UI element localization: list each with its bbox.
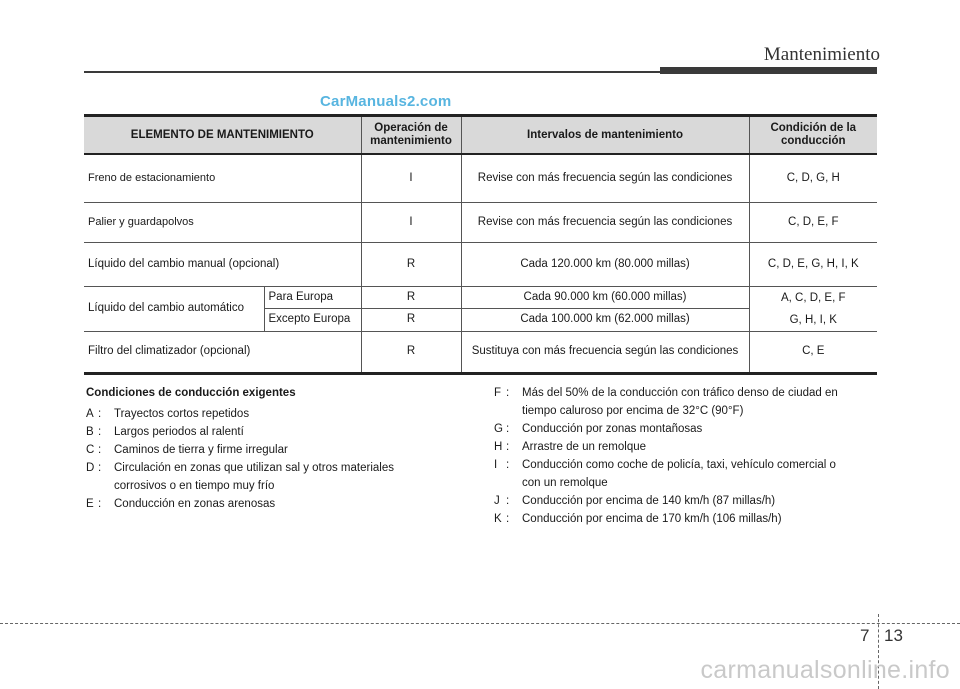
row-operation: R [361, 331, 461, 373]
row-operation: R [361, 286, 461, 309]
header-item: ELEMENTO DE MANTENIMIENTO [84, 116, 361, 155]
condition-text: Conducción en zonas arenosas [114, 498, 276, 510]
row-item: Líquido del cambio automático [84, 286, 264, 331]
conditions-right [494, 384, 874, 528]
condition-letter: E [86, 498, 94, 510]
condition-letter: I [494, 459, 498, 471]
condition-letter: B [86, 426, 94, 438]
table-row [84, 331, 877, 373]
condition-item: A : Trayectos cortos repetidos [86, 405, 466, 423]
row-interval: Cada 90.000 km (60.000 millas) [461, 286, 749, 309]
row-operation: R [361, 242, 461, 286]
row-item: Palier y guardapolvos [84, 202, 361, 242]
table-row [84, 154, 877, 202]
table-row [84, 242, 877, 286]
condition-text: Circulación en zonas que utilizan sal y otros materiales corrosivos o en tiempo muy frío [114, 462, 394, 492]
condition-item: F : Más del 50% de la conducción con tráfico denso de ciudad en tiempo caluroso por encima de 32°C (90°F) [494, 384, 874, 420]
condition-item: J : Conducción por encima de 140 km/h (87 millas/h) [494, 492, 874, 510]
condition-letter: D [86, 462, 95, 474]
condition-letter: F [494, 387, 502, 399]
maintenance-table [84, 114, 877, 375]
condition-text: Conducción por encima de 140 km/h (87 millas/h) [522, 495, 776, 507]
condition-item: K : Conducción por encima de 170 km/h (106 millas/h) [494, 510, 874, 528]
row-interval: Revise con más frecuencia según las condiciones [461, 202, 749, 242]
section-title: Mantenimiento [763, 44, 880, 65]
row-operation: I [361, 154, 461, 202]
row-item: Filtro del climatizador (opcional) [84, 331, 361, 373]
conditions-left [86, 384, 466, 513]
condition-item: D : Circulación en zonas que utilizan sal y otros materiales corrosivos o en tiempo muy frío [86, 459, 466, 495]
header-condition: Condición de la conducción [749, 116, 877, 155]
chapter-number: 7 [860, 626, 870, 645]
row-condition: C, D, G, H [749, 154, 877, 202]
condition-text: Conducción como coche de policía, taxi, vehículo comercial o con un remolque [522, 459, 836, 489]
condition-item: I : Conducción como coche de policía, taxi, vehículo comercial o con un remolque [494, 456, 874, 492]
row-operation: I [361, 202, 461, 242]
top-watermark: CarManuals2.com [320, 93, 452, 110]
table-header-row [84, 116, 877, 155]
row-item: Freno de estacionamiento [84, 154, 361, 202]
condition-item: C : Caminos de tierra y firme irregular [86, 441, 466, 459]
header-operation: Operación de mantenimiento [361, 116, 461, 155]
table-row [84, 286, 877, 309]
condition-text: Más del 50% de la conducción con tráfico denso de ciudad en tiempo caluroso por encima de 32°C (90°F) [522, 387, 838, 417]
row-region: Excepto Europa [264, 309, 361, 332]
conditions-heading: Condiciones de conducción exigentes [86, 387, 296, 399]
row-interval: Sustituya con más frecuencia según las condiciones [461, 331, 749, 373]
row-interval: Cada 120.000 km (80.000 millas) [461, 242, 749, 286]
condition-item: H : Arrastre de un remolque [494, 438, 874, 456]
condition-letter: A [86, 408, 94, 420]
row-condition: C, D, E, F [749, 202, 877, 242]
condition-letter: G [494, 423, 503, 435]
site-watermark: carmanualsonline.info [700, 656, 950, 684]
condition-text: Largos periodos al ralentí [114, 426, 244, 438]
header-rule-accent [660, 67, 877, 74]
header-rule [84, 71, 660, 73]
footer-divider [0, 623, 960, 624]
condition-letter: K [494, 513, 502, 525]
row-condition-line: G, H, I, K [789, 313, 837, 326]
condition-letter: J [494, 495, 500, 507]
condition-letter: C [86, 444, 95, 456]
row-condition [749, 286, 877, 331]
condition-text: Arrastre de un remolque [522, 441, 647, 453]
row-condition-line: A, C, D, E, F [780, 291, 846, 304]
row-condition: C, D, E, G, H, I, K [749, 242, 877, 286]
condition-text: Caminos de tierra y firme irregular [114, 444, 288, 456]
page-number: 13 [884, 626, 903, 645]
table-row [84, 202, 877, 242]
condition-text: Trayectos cortos repetidos [114, 408, 250, 420]
condition-item: E : Conducción en zonas arenosas [86, 495, 466, 513]
condition-item: B : Largos periodos al ralentí [86, 423, 466, 441]
row-condition: C, E [749, 331, 877, 373]
row-interval: Revise con más frecuencia según las condiciones [461, 154, 749, 202]
row-operation: R [361, 309, 461, 332]
header-interval: Intervalos de mantenimiento [461, 116, 749, 155]
row-item: Líquido del cambio manual (opcional) [84, 242, 361, 286]
condition-text: Conducción por zonas montañosas [522, 423, 703, 435]
row-interval: Cada 100.000 km (62.000 millas) [461, 309, 749, 332]
condition-text: Conducción por encima de 170 km/h (106 millas/h) [522, 513, 782, 525]
condition-item: G : Conducción por zonas montañosas [494, 420, 874, 438]
condition-letter: H [494, 441, 503, 453]
row-region: Para Europa [264, 286, 361, 309]
